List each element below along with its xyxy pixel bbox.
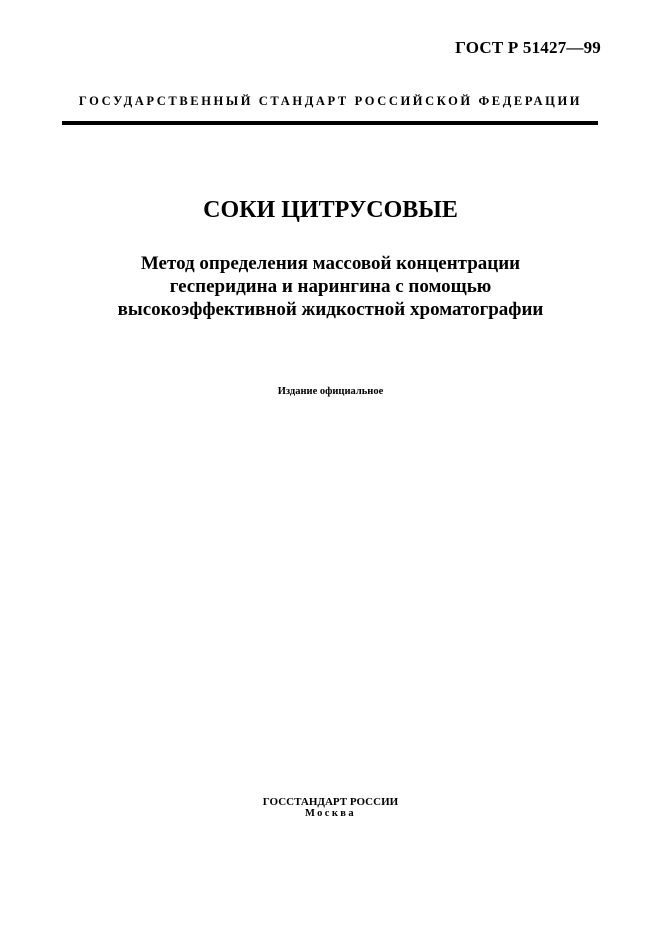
subtitle-line-3: высокоэффективной жидкостной хроматографии xyxy=(117,299,544,320)
main-title: СОКИ ЦИТРУСОВЫЕ xyxy=(203,197,458,223)
subtitle-line-1: Метод определения массовой концентрации xyxy=(140,253,521,274)
doc-number: ГОСТ Р 51427—99 xyxy=(455,38,601,57)
subtitle-line-2: гесперидина и нарингина с помощью xyxy=(169,276,492,297)
state-standard-heading: ГОСУДАРСТВЕННЫЙ СТАНДАРТ РОССИЙСКОЙ ФЕДЕРАЦИИ xyxy=(78,94,583,108)
subtitle xyxy=(0,252,661,321)
edition-note: Издание официальное xyxy=(277,386,384,397)
publisher: ГОССТАНДАРТ РОССИИ xyxy=(262,796,399,808)
header-rule xyxy=(62,121,598,125)
publication-city: Москва xyxy=(304,808,357,819)
